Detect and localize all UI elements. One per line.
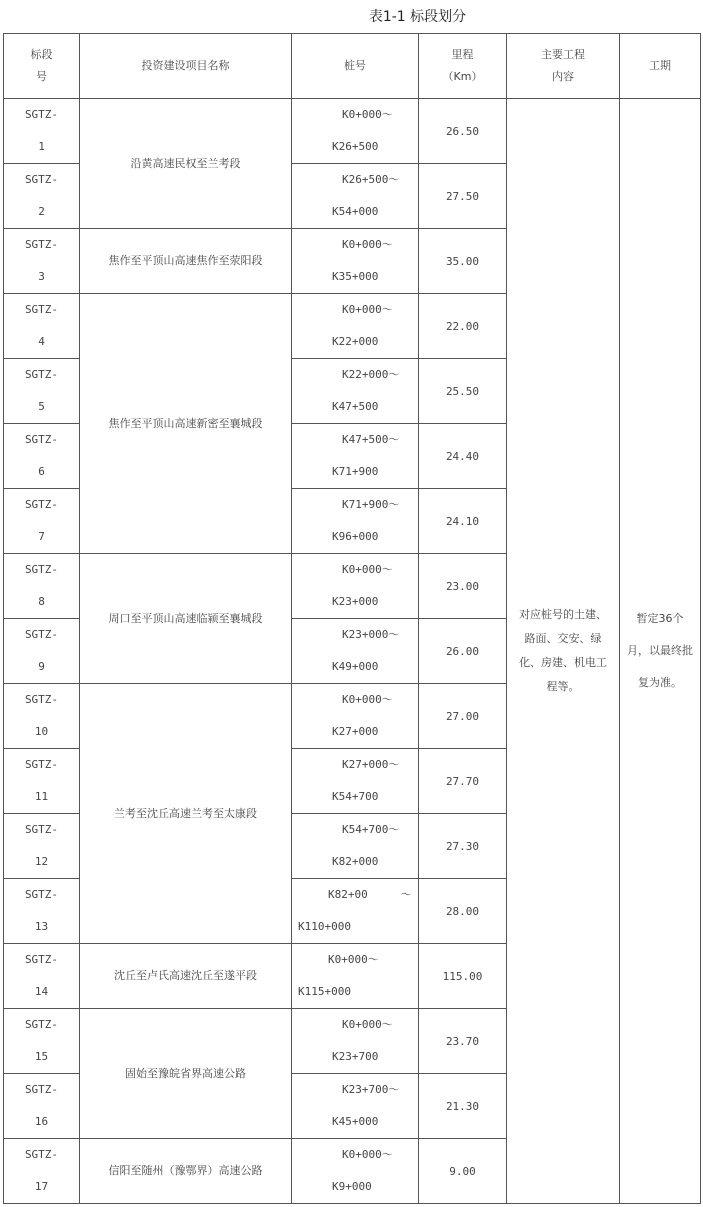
stake-range: K0+000～ K115+000	[292, 944, 419, 1009]
mileage-value: 21.30	[419, 1074, 507, 1139]
mileage-value: 24.40	[419, 424, 507, 489]
mileage-value: 24.10	[419, 489, 507, 554]
stake-range: K0+000～ K23+700	[292, 1009, 419, 1074]
header-content: 主要工程 内容	[507, 34, 620, 99]
project-name: 信阳至随州（豫鄂界）高速公路	[80, 1139, 292, 1204]
project-name: 固始至豫皖省界高速公路	[80, 1009, 292, 1139]
project-name: 沈丘至卢氏高速沈丘至遂平段	[80, 944, 292, 1009]
stake-range: K0+000～ K27+000	[292, 684, 419, 749]
stake-range: K23+000～ K49+000	[292, 619, 419, 684]
section-number: SGTZ- 2	[4, 164, 80, 229]
mileage-value: 23.00	[419, 554, 507, 619]
section-number: SGTZ- 8	[4, 554, 80, 619]
mileage-value: 9.00	[419, 1139, 507, 1204]
section-number: SGTZ- 14	[4, 944, 80, 1009]
mileage-value: 25.50	[419, 359, 507, 424]
section-number: SGTZ- 6	[4, 424, 80, 489]
stake-range: K26+500～ K54+000	[292, 164, 419, 229]
stake-range: K0+000～ K26+500	[292, 99, 419, 164]
header-period: 工期	[620, 34, 701, 99]
stake-range: K0+000～ K35+000	[292, 229, 419, 294]
stake-range: K54+700～ K82+000	[292, 814, 419, 879]
mileage-value: 26.00	[419, 619, 507, 684]
project-name: 沿黄高速民权至兰考段	[80, 99, 292, 229]
header-project: 投资建设项目名称	[80, 34, 292, 99]
header-section: 标段 号	[4, 34, 80, 99]
stake-range: K27+000～ K54+700	[292, 749, 419, 814]
section-number: SGTZ- 10	[4, 684, 80, 749]
section-number: SGTZ- 4	[4, 294, 80, 359]
project-name: 周口至平顶山高速临颍至襄城段	[80, 554, 292, 684]
stake-range: K71+900～ K96+000	[292, 489, 419, 554]
main-works-content: 对应桩号的土建、路面、交安、绿化、房建、机电工程等。	[507, 99, 620, 1204]
table-caption: 表1-1 标段划分	[368, 9, 467, 25]
section-number: SGTZ- 15	[4, 1009, 80, 1074]
section-number: SGTZ- 9	[4, 619, 80, 684]
section-number: SGTZ- 12	[4, 814, 80, 879]
stake-range: K23+700～ K45+000	[292, 1074, 419, 1139]
project-name: 兰考至沈丘高速兰考至太康段	[80, 684, 292, 944]
section-number: SGTZ- 17	[4, 1139, 80, 1204]
section-number: SGTZ- 16	[4, 1074, 80, 1139]
mileage-value: 115.00	[419, 944, 507, 1009]
stake-range: K82+00 ～ K110+000	[292, 879, 419, 944]
mileage-value: 22.00	[419, 294, 507, 359]
section-number: SGTZ- 7	[4, 489, 80, 554]
stake-range: K0+000～ K9+000	[292, 1139, 419, 1204]
section-number: SGTZ- 13	[4, 879, 80, 944]
mileage-value: 35.00	[419, 229, 507, 294]
mileage-value: 28.00	[419, 879, 507, 944]
stake-range: K0+000～ K23+000	[292, 554, 419, 619]
section-division-table	[3, 33, 701, 1204]
mileage-value: 26.50	[419, 99, 507, 164]
mileage-value: 27.00	[419, 684, 507, 749]
stake-range: K47+500～ K71+900	[292, 424, 419, 489]
section-number: SGTZ- 11	[4, 749, 80, 814]
section-number: SGTZ- 1	[4, 99, 80, 164]
section-number: SGTZ- 3	[4, 229, 80, 294]
mileage-value: 27.50	[419, 164, 507, 229]
header-mileage: 里程 （Km）	[419, 34, 507, 99]
stake-range: K22+000～ K47+500	[292, 359, 419, 424]
mileage-value: 23.70	[419, 1009, 507, 1074]
header-row	[4, 34, 701, 99]
table-row	[4, 99, 701, 164]
mileage-value: 27.70	[419, 749, 507, 814]
stake-range: K0+000～ K22+000	[292, 294, 419, 359]
construction-period: 暂定36个月，以最终批复为准。	[620, 99, 701, 1204]
header-stake: 桩号	[292, 34, 419, 99]
section-number: SGTZ- 5	[4, 359, 80, 424]
mileage-value: 27.30	[419, 814, 507, 879]
project-name: 焦作至平顶山高速新密至襄城段	[80, 294, 292, 554]
project-name: 焦作至平顶山高速焦作至荥阳段	[80, 229, 292, 294]
